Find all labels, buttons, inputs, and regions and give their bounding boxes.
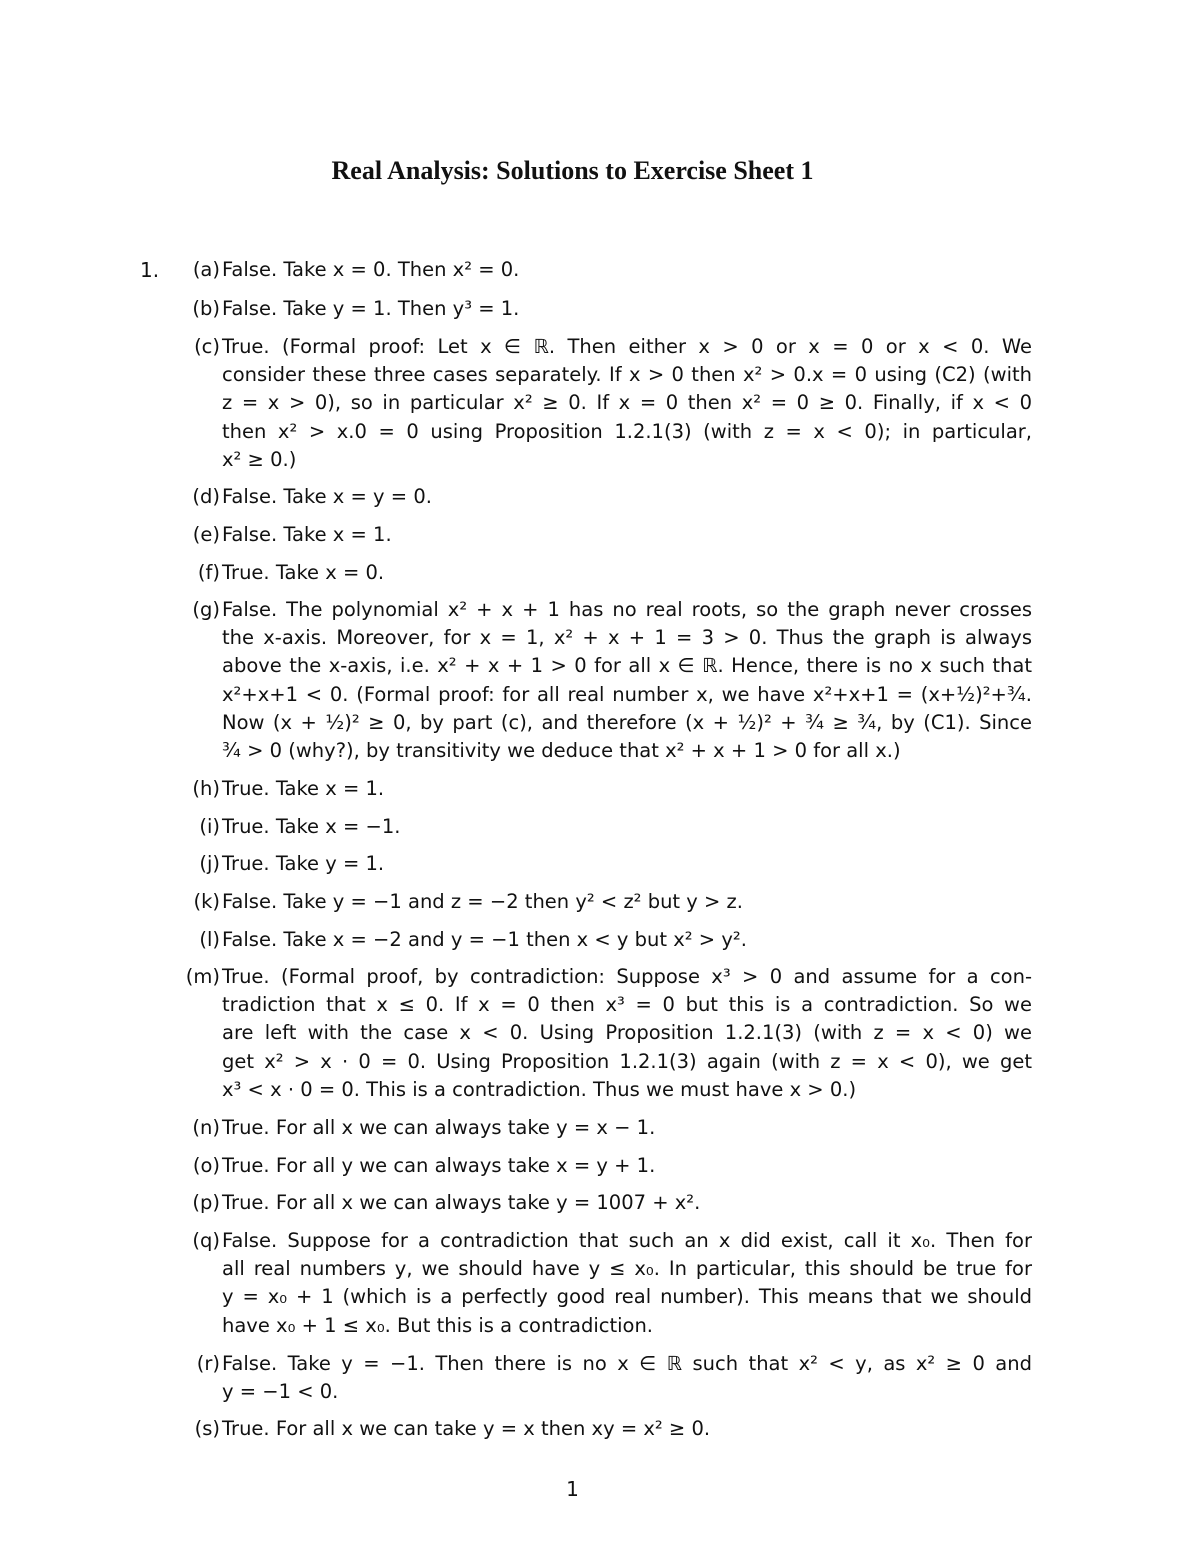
item-body (222, 1415, 1032, 1443)
item-line: tradiction that x ≤ 0. If x = 0 then x³ = 0 but this is a contradiction. So we (222, 993, 1032, 1017)
item-label: (o) (192, 1154, 220, 1177)
item-line: True. For all x we can take y = x then xy = x² ≥ 0. (222, 1417, 711, 1440)
item-body (222, 333, 1032, 474)
item-line: y = x₀ + 1 (which is a perfectly good real number). This means that we should (222, 1285, 1032, 1309)
item-label: (a) (192, 258, 220, 281)
item-body (222, 521, 1032, 549)
page-number: 1 (566, 1477, 579, 1501)
item-line: x³ < x · 0 = 0. This is a contradiction. Thus we must have x > 0.) (222, 1077, 857, 1101)
item-line: False. Take y = −1. Then there is no x ∈ ℝ such that x² < y, as x² ≥ 0 and (222, 1352, 1032, 1375)
item-line: True. Take x = 1. (222, 777, 385, 800)
item-body (222, 1189, 1032, 1217)
item-line: True. For all x we can always take y = x − 1. (222, 1116, 656, 1139)
item-label: (d) (192, 485, 220, 508)
item-body (222, 813, 1032, 841)
item-body (222, 596, 1032, 765)
item-label: (p) (192, 1191, 220, 1214)
item-line: x²+x+1 < 0. (Formal proof: for all real number x, we have x²+x+1 = (x+½)²+¾. (222, 682, 1032, 706)
item-label: (b) (192, 297, 220, 320)
page-title: Real Analysis: Solutions to Exercise Sheet 1 (331, 156, 814, 185)
item-line: above the x-axis, i.e. x² + x + 1 > 0 for all x ∈ ℝ. Hence, there is no x such that (222, 654, 1032, 678)
item-label: (n) (192, 1116, 220, 1139)
item-label: (q) (192, 1229, 220, 1252)
item-line: z = x > 0), so in particular x² ≥ 0. If x = 0 then x² = 0 ≥ 0. Finally, if x < 0 (222, 391, 1032, 415)
item-line: False. Take y = 1. Then y³ = 1. (222, 297, 520, 320)
item-label: (g) (192, 598, 220, 621)
item-body (222, 1114, 1032, 1142)
item-body (222, 926, 1032, 954)
item-body (222, 1152, 1032, 1180)
item-label: (k) (193, 890, 220, 913)
item-line: True. Take x = −1. (222, 815, 401, 838)
item-body (222, 1227, 1032, 1340)
item-label: (s) (194, 1417, 220, 1440)
item-line: x² ≥ 0.) (222, 447, 297, 471)
item-line: the x-axis. Moreover, for x = 1, x² + x + 1 = 3 > 0. Thus the graph is always (222, 626, 1032, 650)
item-label: (l) (199, 928, 220, 951)
item-body (222, 295, 1032, 323)
item-line: Now (x + ½)² ≥ 0, by part (c), and therefore (x + ½)² + ¾ ≥ ¾, by (C1). Since (222, 710, 1032, 734)
item-line: True. Take y = 1. (222, 852, 385, 875)
item-line: False. Take x = −2 and y = −1 then x < y but x² > y². (222, 928, 747, 951)
item-body (222, 256, 1032, 284)
item-body (222, 559, 1032, 587)
item-line: False. Take x = y = 0. (222, 485, 432, 508)
item-line: then x² > x.0 = 0 using Proposition 1.2.1(3) (with z = x < 0); in particular, (222, 419, 1032, 443)
item-line: True. For all x we can always take y = 1007 + x². (222, 1191, 701, 1214)
item-line: False. Take x = 1. (222, 523, 392, 546)
item-label: (c) (194, 335, 220, 358)
item-label: (f) (197, 561, 220, 584)
item-body (222, 850, 1032, 878)
item-line: all real numbers y, we should have y ≤ x₀. In particular, this should be true for (222, 1257, 1032, 1281)
item-body (222, 888, 1032, 916)
item-line: True. (Formal proof: Let x ∈ ℝ. Then either x > 0 or x = 0 or x < 0. We (222, 335, 1032, 358)
item-line: get x² > x · 0 = 0. Using Proposition 1.2.1(3) again (with z = x < 0), we get (222, 1049, 1032, 1073)
item-line: are left with the case x < 0. Using Proposition 1.2.1(3) (with z = x < 0) we (222, 1021, 1032, 1045)
item-line: False. Take y = −1 and z = −2 then y² < z² but y > z. (222, 890, 743, 913)
item-body (222, 775, 1032, 803)
item-line: False. Take x = 0. Then x² = 0. (222, 258, 520, 281)
item-label: (i) (199, 815, 220, 838)
item-line: consider these three cases separately. If x > 0 then x² > 0.x = 0 using (C2) (with (222, 363, 1032, 387)
item-body (222, 1350, 1032, 1406)
item-line: have x₀ + 1 ≤ x₀. But this is a contradiction. (222, 1313, 654, 1337)
item-line: False. The polynomial x² + x + 1 has no real roots, so the graph never crosses (222, 598, 1032, 621)
item-label: (r) (196, 1352, 220, 1375)
item-label: (e) (192, 523, 220, 546)
item-line: ¾ > 0 (why?), by transitivity we deduce that x² + x + 1 > 0 for all x.) (222, 739, 901, 763)
item-line: True. Take x = 0. (222, 561, 385, 584)
question-number: 1. (140, 258, 160, 282)
item-label: (m) (185, 965, 220, 988)
item-line: True. For all y we can always take x = y + 1. (222, 1154, 656, 1177)
item-line: y = −1 < 0. (222, 1380, 339, 1404)
item-label: (j) (199, 852, 220, 875)
item-line: False. Suppose for a contradiction that such an x did exist, call it x₀. Then for (222, 1229, 1032, 1252)
item-body (222, 963, 1032, 1104)
item-label: (h) (192, 777, 220, 800)
item-line: True. (Formal proof, by contradiction: Suppose x³ > 0 and assume for a con- (222, 965, 1032, 988)
item-body (222, 483, 1032, 511)
